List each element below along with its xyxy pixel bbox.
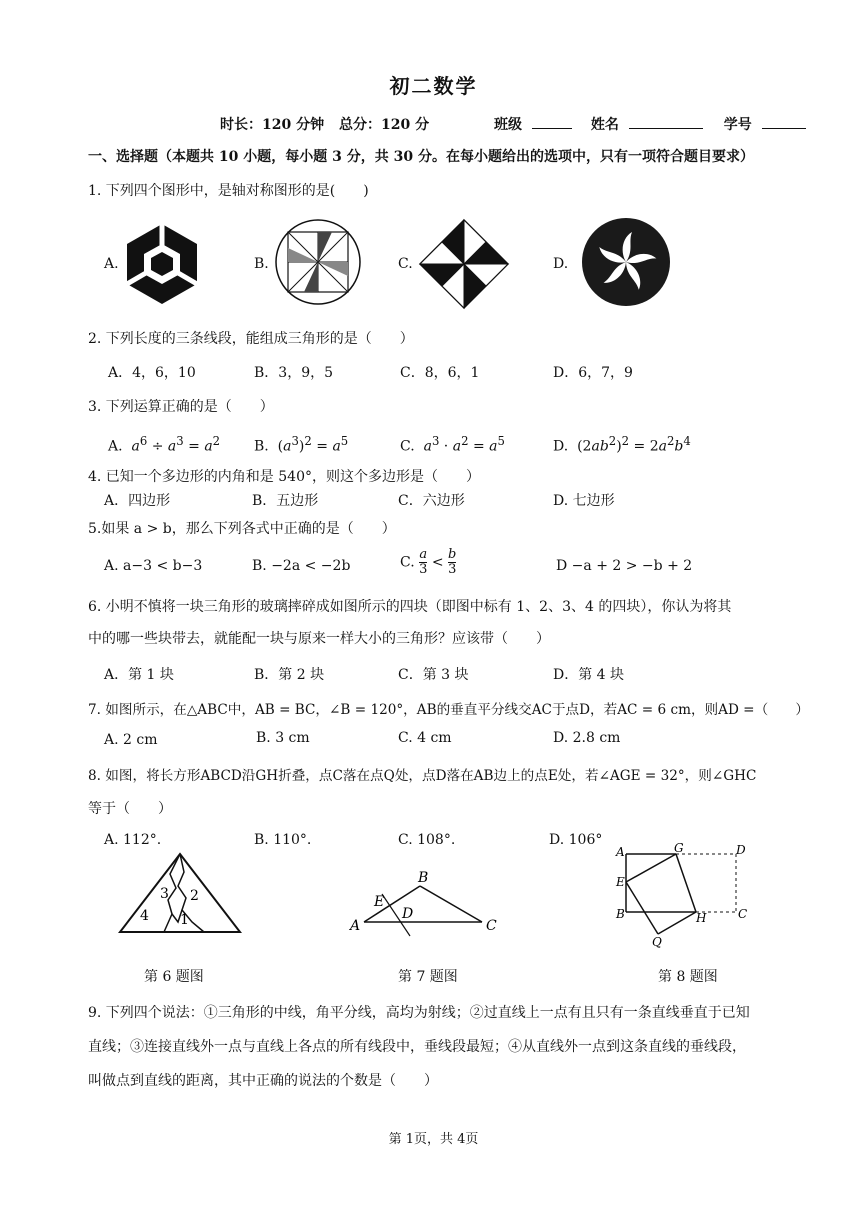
class-label: 班级 — [493, 117, 522, 133]
id-label: 学号 — [723, 117, 752, 133]
q2-option-d: D．6，7，9 — [553, 365, 633, 381]
fig8-label-d: D — [736, 843, 746, 857]
q9-line2: 直线；③连接直线外一点与直线上各点的所有线段中，垂线段最短；④从直线外一点到这条直线的垂线段， — [88, 1039, 746, 1055]
q4-option-c: C．六边形 — [398, 493, 465, 509]
q9-line1: 9. 下列四个说法：①三角形的中线，角平分线，高均为射线；②过直线上一点有且只有一条直线垂直于已知 — [88, 1005, 750, 1021]
page-title: 初二数学 — [389, 74, 478, 98]
q5-option-c: C. $\frac{a}{3}$ < $\frac{b}{3}$ — [400, 547, 457, 577]
name-label: 姓名 — [590, 117, 619, 133]
q1-stem: 1. 下列四个图形中，是轴对称图形的是( ) — [88, 183, 369, 199]
figure-8-caption: 第 8 题图 — [658, 969, 718, 985]
q7-option-c: C. 4 cm — [398, 730, 452, 746]
fig8-label-h: H — [696, 911, 707, 925]
q3-option-d: D. $(2ab^2)^2 = 2a^2b^4$ — [553, 434, 691, 455]
q6-line2: 中的哪一些块带去，就能配一块与原来一样大小的三角形？应该带（ ） — [88, 631, 550, 647]
q3-stem: 3. 下列运算正确的是（ ） — [88, 399, 274, 415]
q3-option-d-label: D. — [553, 438, 569, 455]
q4-stem: 4. 已知一个多边形的内角和是 540°，则这个多边形是（ ） — [88, 469, 480, 485]
fig8-label-a: A — [616, 845, 625, 859]
fig8-label-b: B — [616, 907, 625, 921]
fig6-label-1: 1 — [180, 912, 189, 928]
q4-option-a: A．四边形 — [104, 493, 171, 509]
q1-figure-d-flower-emblem-icon — [580, 216, 672, 308]
q2-option-c: C．8，6，1 — [400, 365, 480, 381]
q3-option-a-label: A. — [108, 438, 123, 455]
q1-label-d: D. — [553, 256, 569, 272]
q8-option-a: A. 112°. — [104, 832, 162, 848]
q1-figure-a-hexagon-icon — [120, 222, 204, 306]
q5-stem: 5.如果 a > b，那么下列各式中正确的是（ ） — [88, 521, 396, 537]
q2-stem: 2. 下列长度的三条线段，能组成三角形的是（ ） — [88, 331, 414, 347]
q1-figure-b-pinwheel-icon — [274, 218, 362, 306]
q3-option-a: A. $a^6 \div a^3 = a^2$ — [108, 434, 221, 455]
q1-label-b: B. — [254, 256, 269, 272]
figure-6-caption: 第 6 题图 — [144, 969, 204, 985]
q7-option-a: A. 2 cm — [104, 732, 158, 748]
exam-meta — [220, 114, 816, 134]
figure-7-triangle — [346, 866, 506, 938]
fig8-label-c: C — [738, 907, 748, 921]
q5-option-a: A. a−3 < b−3 — [104, 558, 203, 574]
fig8-label-e: E — [616, 875, 625, 889]
q1-figure-c-diamond-icon — [418, 218, 510, 310]
q8-line1: 8. 如图，将长方形ABCD沿GH折叠，点C落在点Q处，点D落在AB边上的点E处，若∠AGE = 32°，则∠GHC — [88, 768, 757, 784]
fig6-label-4: 4 — [140, 908, 149, 924]
q6-option-a: A．第 1 块 — [104, 667, 174, 683]
fig6-label-3: 3 — [160, 886, 169, 902]
duration: 时长：120 分钟 — [220, 117, 325, 133]
q3-option-c: C. $a^3 \cdot a^2 = a^5$ — [400, 434, 505, 455]
figure-7-caption: 第 7 题图 — [398, 969, 458, 985]
fig7-label-e: E — [374, 894, 385, 910]
q6-line1: 6. 小明不慎将一块三角形的玻璃摔碎成如图所示的四块（即图中标有 1、2、3、4 的四块），你认为将其 — [88, 599, 732, 615]
figure-6-broken-triangle — [118, 852, 242, 936]
q8-option-c: C. 108°. — [398, 832, 456, 848]
total-score: 总分：120 分 — [338, 117, 430, 133]
class-blank[interactable] — [532, 116, 572, 129]
q8-line2: 等于（ ） — [88, 801, 172, 817]
q4-option-d: D. 七边形 — [553, 493, 615, 509]
q7-stem: 7. 如图所示，在△ABC中，AB = BC，∠B = 120°，AB的垂直平分线交AC于点D，若AC = 6 cm，则AD =（ ） — [88, 702, 809, 718]
section-heading: 一、选择题（本题共 10 小题，每小题 3 分，共 30 分。在每小题给出的选项中，只有一项符合题目要求） — [88, 149, 754, 165]
q5-option-b: B. −2a < −2b — [252, 558, 351, 574]
q2-option-a: A．4，6，10 — [108, 365, 196, 381]
fig8-label-g: G — [674, 842, 684, 855]
q6-option-b: B．第 2 块 — [254, 667, 325, 683]
fig8-label-q: Q — [652, 935, 662, 949]
page-footer: 第 1页，共 4页 — [388, 1132, 479, 1147]
q3-option-b: B. $(a^3)^2 = a^5$ — [254, 434, 349, 455]
name-blank[interactable] — [629, 116, 703, 129]
q3-option-b-label: B. — [254, 438, 269, 455]
q7-option-d: D. 2.8 cm — [553, 730, 621, 746]
fig7-label-d: D — [402, 906, 414, 922]
q4-option-b: B．五边形 — [252, 493, 319, 509]
fig6-label-2: 2 — [190, 888, 199, 904]
fig7-label-a: A — [350, 918, 361, 934]
id-blank[interactable] — [762, 116, 806, 129]
q1-label-a: A. — [104, 256, 119, 272]
q2-option-b: B．3，9，5 — [254, 365, 334, 381]
fig7-label-c: C — [486, 918, 497, 934]
q1-label-c: C. — [398, 256, 413, 272]
q8-option-b: B. 110°. — [254, 832, 312, 848]
figure-8-rectangle-fold — [612, 842, 752, 950]
q3-option-c-label: C. — [400, 438, 415, 455]
q5-option-d: D −a + 2 > −b + 2 — [556, 558, 693, 574]
q6-option-d: D．第 4 块 — [553, 667, 625, 683]
q6-option-c: C．第 3 块 — [398, 667, 469, 683]
q5-option-c-label: C. — [400, 554, 415, 571]
q9-line3: 叫做点到直线的距离，其中正确的说法的个数是（ ） — [88, 1073, 438, 1089]
q7-option-b: B. 3 cm — [256, 730, 310, 746]
fig7-label-b: B — [418, 870, 429, 886]
q8-option-d: D. 106° — [549, 832, 603, 848]
